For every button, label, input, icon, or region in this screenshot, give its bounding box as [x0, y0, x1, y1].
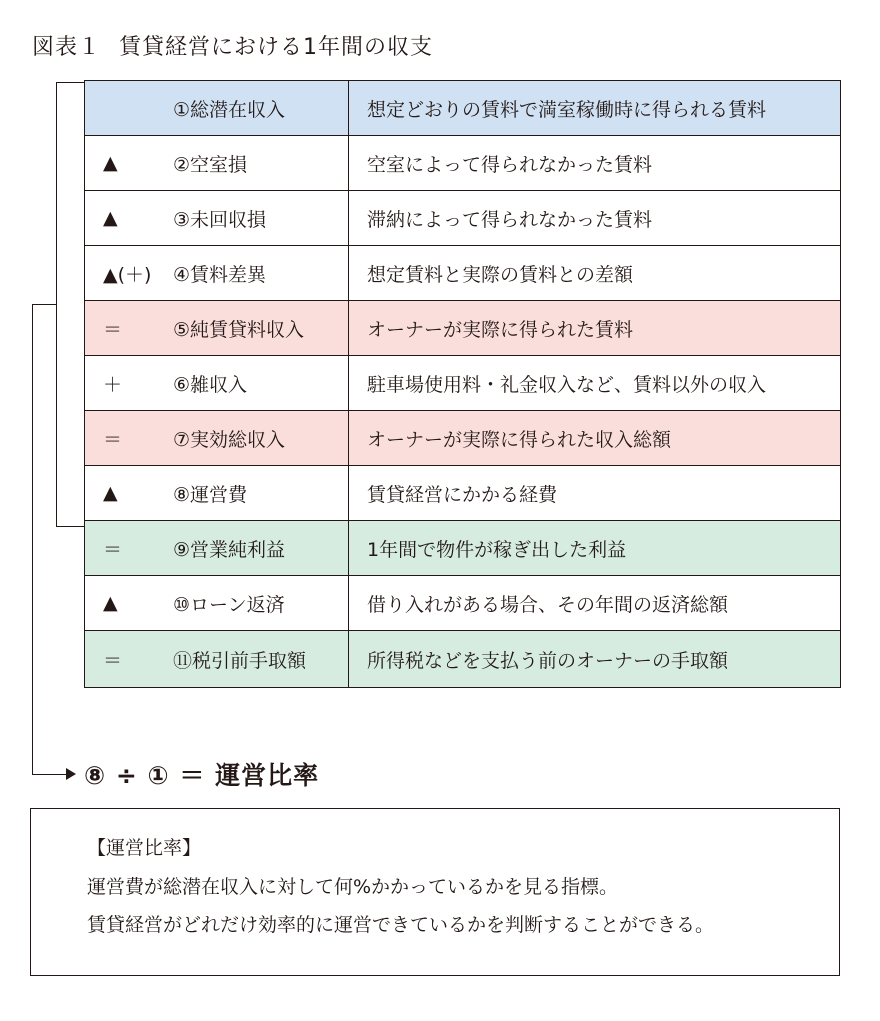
bracket-vertical-line [56, 82, 57, 526]
figure-number: 図表１ [32, 35, 102, 60]
operator-symbol: ▲ [103, 152, 118, 174]
description-cell: 滞納によって得られなかった賃料 [349, 191, 841, 245]
description-cell: オーナーが実際に得られた収入総額 [349, 411, 841, 465]
income-table [84, 80, 841, 688]
note-line: 運営費が総潜在収入に対して何%かかっているかを見る指標。 [87, 876, 619, 898]
note-box [30, 808, 840, 976]
description-cell: 所得税などを支払う前のオーナーの手取額 [349, 631, 841, 687]
table-row [85, 411, 841, 466]
item-label: ⑩ローン返済 [173, 593, 285, 616]
operator-symbol: ▲ [103, 592, 118, 614]
item-label: ②空室損 [173, 153, 248, 176]
table-row [85, 466, 841, 521]
table-row [85, 576, 841, 631]
item-label: ⑥雑収入 [173, 373, 248, 396]
item-cell [85, 631, 349, 687]
operator-symbol: ▲(＋) [103, 263, 152, 286]
arrow-right-icon [66, 768, 76, 780]
operator-symbol: ＝ [103, 649, 123, 672]
table-row [85, 191, 841, 246]
table-row [85, 301, 841, 356]
item-label: ①総潜在収入 [173, 98, 286, 121]
description-cell: 想定どおりの賃料で満室稼働時に得られる賃料 [349, 81, 841, 135]
item-cell [85, 81, 349, 135]
table-row [85, 356, 841, 411]
description-cell: 想定賃料と実際の賃料との差額 [349, 246, 841, 300]
bracket-stub-line [32, 304, 56, 305]
item-label: ④賃料差異 [173, 263, 267, 286]
operator-symbol: ＝ [103, 318, 123, 341]
item-label: ⑪税引前手取額 [173, 649, 307, 672]
leader-horizontal-line [32, 774, 68, 775]
item-cell [85, 301, 349, 355]
note-heading: 【運営比率】 [87, 837, 202, 859]
bracket-top-line [56, 82, 84, 83]
item-label: ⑤純賃貸料収入 [173, 318, 305, 341]
item-cell [85, 246, 349, 300]
figure-title [32, 30, 433, 61]
description-cell: 1年間で物件が稼ぎ出した利益 [349, 521, 841, 575]
operator-symbol: ＋ [103, 373, 123, 396]
operating-ratio-formula: ⑧ ÷ ① ＝ 運営比率 [84, 761, 320, 790]
table-row [85, 521, 841, 576]
table-row [85, 136, 841, 191]
table-row [85, 631, 841, 688]
item-cell [85, 466, 349, 520]
figure-title-text: 賃貸経営における1年間の収支 [119, 35, 434, 60]
table-row [85, 81, 841, 136]
table-row [85, 246, 841, 301]
description-cell: 借り入れがある場合、その年間の返済総額 [349, 576, 841, 630]
item-cell [85, 411, 349, 465]
item-label: ⑨営業純利益 [173, 538, 286, 561]
description-cell: 駐車場使用料・礼金収入など、賃料以外の収入 [349, 356, 841, 410]
item-label: ⑦実効総収入 [173, 428, 286, 451]
item-cell [85, 136, 349, 190]
description-cell: オーナーが実際に得られた賃料 [349, 301, 841, 355]
leader-vertical-line [32, 304, 33, 774]
item-label: ③未回収損 [173, 208, 267, 231]
item-cell [85, 521, 349, 575]
operator-symbol: ＝ [103, 428, 123, 451]
item-cell [85, 356, 349, 410]
item-label: ⑧運営費 [173, 483, 248, 506]
operator-symbol: ▲ [103, 207, 118, 229]
bracket-bottom-line [56, 526, 84, 527]
operator-symbol: ＝ [103, 538, 123, 561]
operator-symbol: ▲ [103, 482, 118, 504]
description-cell: 空室によって得られなかった賃料 [349, 136, 841, 190]
item-cell [85, 191, 349, 245]
note-line: 賃貸経営がどれだけ効率的に運営できているかを判断することができる。 [87, 914, 715, 936]
description-cell: 賃貸経営にかかる経費 [349, 466, 841, 520]
item-cell [85, 576, 349, 630]
